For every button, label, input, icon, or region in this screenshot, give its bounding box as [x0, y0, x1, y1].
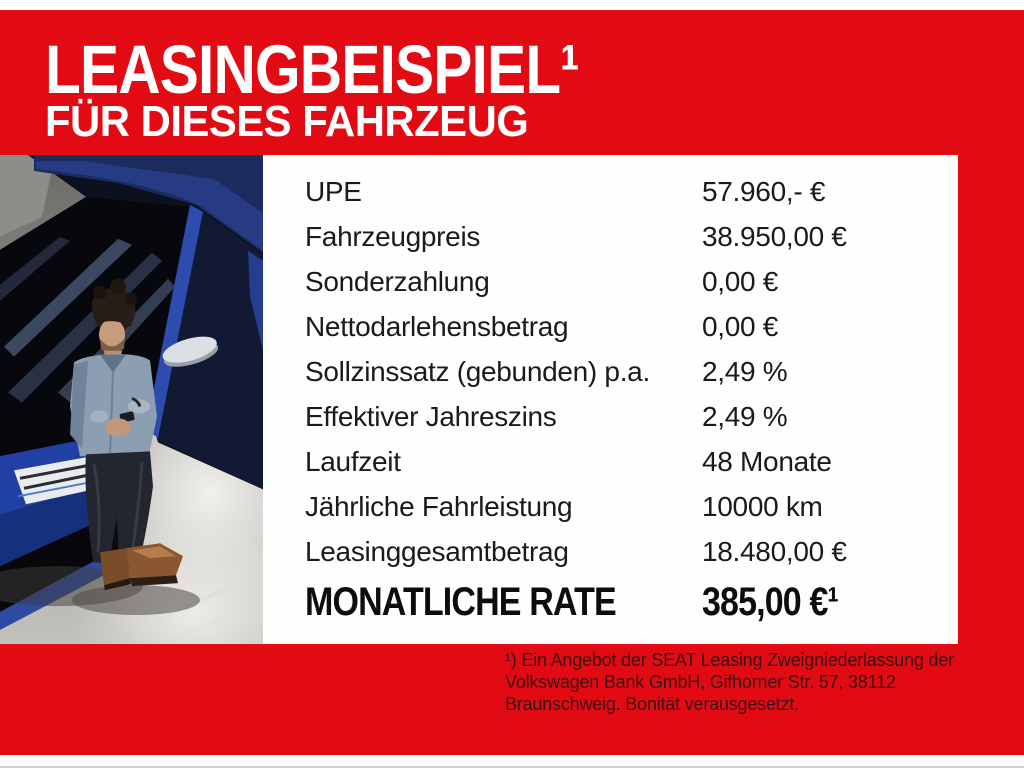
- page-title: LEASINGBEISPIEL¹: [45, 31, 579, 108]
- row-label: Sonderzahlung: [305, 265, 490, 297]
- table-row: [305, 394, 958, 439]
- table-row: [305, 169, 958, 214]
- table-row: [305, 439, 958, 484]
- row-value: 57.960,- €: [702, 175, 826, 207]
- table-row: [305, 484, 958, 529]
- table-row: [305, 304, 958, 349]
- monthly-rate-row: [305, 580, 860, 625]
- row-label: Sollzinssatz (gebunden) p.a.: [305, 355, 650, 387]
- hands: [105, 418, 131, 436]
- leasing-table: [263, 155, 958, 644]
- footnote-line: ¹) Ein Angebot der SEAT Leasing Zweigniederlassung der: [505, 650, 954, 670]
- row-label: Effektiver Jahreszins: [305, 400, 557, 432]
- table-row: [305, 259, 958, 304]
- row-label: Laufzeit: [305, 445, 401, 477]
- table-row: [305, 349, 958, 394]
- vehicle-photo-art: [0, 155, 263, 644]
- row-value: 0,00 €: [702, 265, 779, 297]
- row-value: 2,49 %: [702, 400, 788, 432]
- row-label: Fahrzeugpreis: [305, 220, 481, 252]
- monthly-rate-label: MONATLICHE RATE: [305, 580, 616, 624]
- row-value: 18.480,00 €: [702, 535, 847, 567]
- footnote-line: Braunschweig. Bonität verausgesetzt.: [505, 694, 799, 714]
- row-label: Leasinggesamtbetrag: [305, 535, 569, 567]
- table-row: [305, 529, 958, 574]
- page-subtitle: FÜR DIESES FAHRZEUG: [45, 97, 529, 146]
- row-value: 2,49 %: [702, 355, 788, 387]
- footnote: [505, 649, 954, 715]
- row-value: 0,00 €: [702, 310, 779, 342]
- footnote-line: Volkswagen Bank GmbH, Gifhorner Str. 57, 38112: [505, 672, 896, 692]
- row-value: 38.950,00 €: [702, 220, 847, 252]
- row-label: Nettodarlehensbetrag: [305, 310, 569, 342]
- table-row: [305, 214, 958, 259]
- row-label: UPE: [305, 175, 362, 207]
- row-value: 10000 km: [702, 490, 823, 522]
- monthly-rate-value: 385,00 €¹: [701, 580, 838, 624]
- row-value: 48 Monate: [702, 445, 832, 477]
- row-label: Jährliche Fahrleistung: [305, 490, 573, 522]
- vehicle-photo: [0, 155, 263, 644]
